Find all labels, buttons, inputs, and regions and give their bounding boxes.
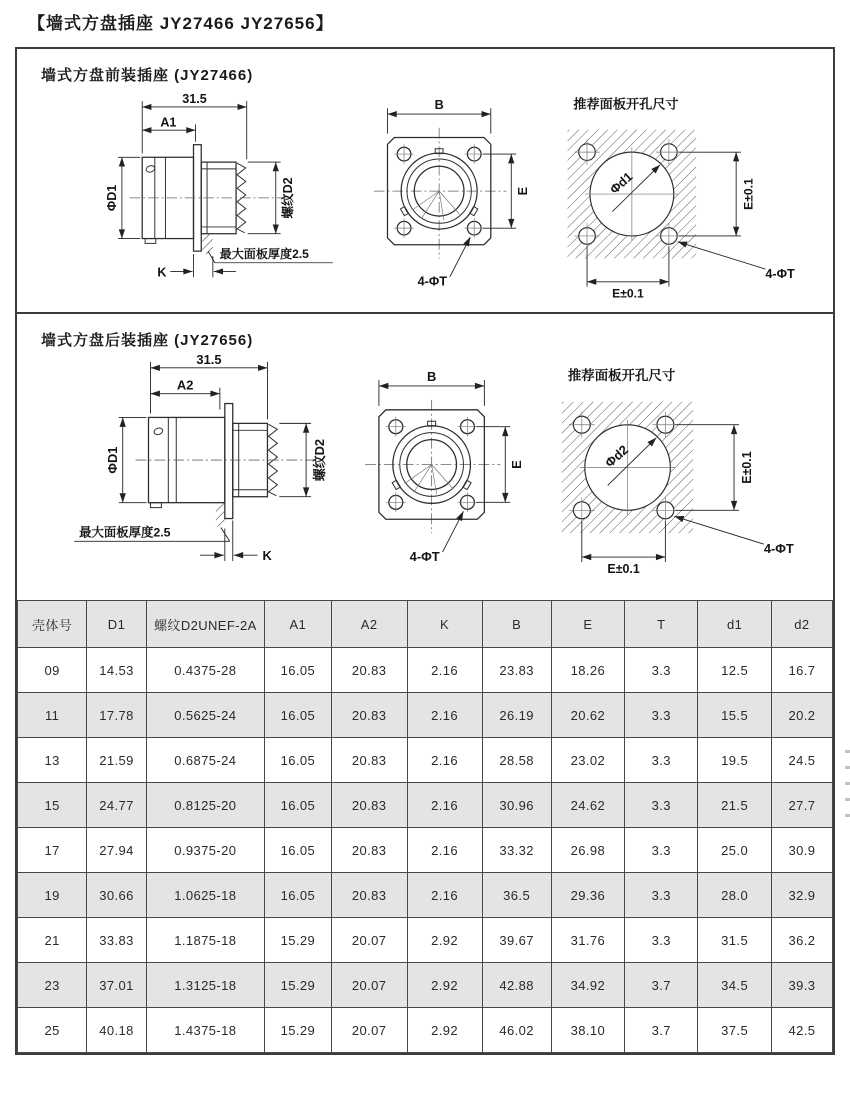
table-cell: 15.29 — [264, 963, 331, 1008]
table-cell: 28.0 — [698, 873, 771, 918]
table-cell: 39.67 — [482, 918, 551, 963]
table-cell: 27.94 — [87, 828, 146, 873]
table-cell: 2.16 — [407, 828, 482, 873]
table-cell: 20.62 — [551, 693, 624, 738]
holes-callout: 4-ΦT — [410, 549, 441, 565]
table-cell: 37.5 — [698, 1008, 771, 1053]
table-row — [18, 648, 833, 693]
table-cell: 15.29 — [264, 1008, 331, 1053]
table-cell: 2.16 — [407, 648, 482, 693]
table-cell: 20.07 — [331, 918, 407, 963]
table-row — [18, 918, 833, 963]
dim-b-label: B — [434, 98, 444, 113]
panel-cutout-drawing-front-mount — [550, 89, 833, 302]
holes-callout: 4-ΦT — [417, 274, 447, 289]
table-cell: 16.05 — [264, 738, 331, 783]
table-cell: 0.9375-20 — [146, 828, 264, 873]
page-title: 【墙式方盘插座 JY27466 JY27656】 — [28, 14, 334, 33]
table-cell: 0.4375-28 — [146, 648, 264, 693]
connector-side-outline — [148, 404, 277, 527]
cutout-title: 推荐面板开孔尺寸 — [573, 96, 679, 112]
table-cell: 3.3 — [625, 648, 698, 693]
table-cell: 2.16 — [407, 738, 482, 783]
flange-plate — [225, 404, 233, 519]
front-mount-drawings-row — [17, 87, 833, 312]
table-cell: 20.07 — [331, 963, 407, 1008]
dim-d1-label: ΦD1 — [104, 446, 120, 474]
table-cell: 36.5 — [482, 873, 551, 918]
front-view-drawing-front-mount — [368, 89, 543, 302]
table-header-row — [18, 601, 833, 648]
column-header: 壳体号 — [18, 601, 87, 648]
column-header: A1 — [264, 601, 331, 648]
table-cell: 3.3 — [625, 918, 698, 963]
table-cell: 23 — [18, 963, 87, 1008]
table-cell: 33.32 — [482, 828, 551, 873]
table-cell: 1.3125-18 — [146, 963, 264, 1008]
table-cell: 3.3 — [625, 828, 698, 873]
holes-callout: 4-ΦT — [765, 266, 796, 281]
table-cell: 0.8125-20 — [146, 783, 264, 828]
table-cell: 09 — [18, 648, 87, 693]
spec-table — [17, 600, 833, 1053]
table-cell: 3.7 — [625, 963, 698, 1008]
front-view-drawing-rear-mount — [359, 358, 538, 580]
column-header: E — [551, 601, 624, 648]
table-cell: 27.7 — [771, 783, 832, 828]
dimensions — [379, 369, 524, 564]
dimensions — [387, 98, 529, 288]
section-rear-mount — [17, 312, 833, 588]
dim-e-right-label: E±0.1 — [740, 451, 755, 484]
table-cell: 46.02 — [482, 1008, 551, 1053]
dim-k-label: K — [157, 265, 167, 280]
dim-e-label: E — [515, 186, 530, 196]
table-cell: 37.01 — [87, 963, 146, 1008]
table-cell: 16.05 — [264, 648, 331, 693]
table-cell: 21.59 — [87, 738, 146, 783]
column-header: K — [407, 601, 482, 648]
table-cell: 23.83 — [482, 648, 551, 693]
section-front-mount — [17, 49, 833, 312]
table-cell: 16.05 — [264, 873, 331, 918]
table-cell: 3.3 — [625, 738, 698, 783]
cutout-diameter-label: Φd1 — [607, 169, 636, 197]
table-cell: 20.83 — [331, 828, 407, 873]
side-view-drawing-rear-mount — [21, 352, 349, 580]
page-edge-artifact — [845, 737, 850, 819]
table-cell: 16.05 — [264, 693, 331, 738]
dim-e-label: E — [509, 460, 525, 469]
table-cell: 20.83 — [331, 738, 407, 783]
table-cell: 28.58 — [482, 738, 551, 783]
table-cell: 42.5 — [771, 1008, 832, 1053]
table-cell: 15 — [18, 783, 87, 828]
table-cell: 33.83 — [87, 918, 146, 963]
table-cell: 24.62 — [551, 783, 624, 828]
column-header: A2 — [331, 601, 407, 648]
table-row — [18, 738, 833, 783]
column-header: d1 — [698, 601, 771, 648]
table-cell: 2.92 — [407, 963, 482, 1008]
table-cell: 30.96 — [482, 783, 551, 828]
table-cell: 31.5 — [698, 918, 771, 963]
panel-cutout-drawing-rear-mount — [544, 358, 833, 580]
thread-d2-label: 螺纹D2 — [311, 438, 327, 482]
table-cell: 20.83 — [331, 873, 407, 918]
table-cell: 2.16 — [407, 783, 482, 828]
column-header: D1 — [87, 601, 146, 648]
thread-d2-label: 螺纹D2 — [281, 177, 296, 219]
table-cell: 19 — [18, 873, 87, 918]
table-cell: 24.77 — [87, 783, 146, 828]
table-cell: 36.2 — [771, 918, 832, 963]
cutout-holes — [575, 139, 682, 248]
table-cell: 0.5625-24 — [146, 693, 264, 738]
dimensions — [74, 352, 327, 563]
centerlines — [365, 400, 500, 533]
table-cell: 31.76 — [551, 918, 624, 963]
table-cell: 18.26 — [551, 648, 624, 693]
cutout-title: 推荐面板开孔尺寸 — [568, 367, 676, 383]
table-cell: 25.0 — [698, 828, 771, 873]
table-cell: 34.5 — [698, 963, 771, 1008]
table-cell: 16.7 — [771, 648, 832, 693]
table-cell: 2.16 — [407, 873, 482, 918]
dim-a2-label: A2 — [176, 377, 194, 393]
table-cell: 1.1875-18 — [146, 918, 264, 963]
table-cell: 30.66 — [87, 873, 146, 918]
table-cell: 17 — [18, 828, 87, 873]
table-cell: 15.5 — [698, 693, 771, 738]
table-row — [18, 693, 833, 738]
dim-a1-label: A1 — [160, 115, 177, 130]
max-panel-thickness-note: 最大面板厚度2.5 — [219, 246, 309, 261]
dim-e-bottom-label: E±0.1 — [607, 561, 641, 576]
table-cell: 13 — [18, 738, 87, 783]
column-header: T — [625, 601, 698, 648]
table-cell: 40.18 — [87, 1008, 146, 1053]
section-front-mount-title: 墙式方盘前装插座 (JY27466) — [41, 67, 254, 84]
table-cell: 20.83 — [331, 693, 407, 738]
table-cell: 3.3 — [625, 693, 698, 738]
dim-d1-label: ΦD1 — [105, 184, 120, 212]
table-cell: 20.83 — [331, 648, 407, 693]
table-row — [18, 828, 833, 873]
dim-b-label: B — [427, 368, 437, 384]
panel-hatch — [216, 503, 225, 527]
table-cell: 25 — [18, 1008, 87, 1053]
centerlines — [374, 128, 507, 259]
table-row — [18, 783, 833, 828]
table-cell: 26.98 — [551, 828, 624, 873]
table-cell: 21.5 — [698, 783, 771, 828]
cutout-holes — [569, 412, 678, 523]
dimensions — [105, 92, 333, 279]
table-cell: 17.78 — [87, 693, 146, 738]
table-cell: 34.92 — [551, 963, 624, 1008]
table-cell: 19.5 — [698, 738, 771, 783]
table-cell: 32.9 — [771, 873, 832, 918]
table-cell: 12.5 — [698, 648, 771, 693]
table-row — [18, 1008, 833, 1053]
table-cell: 11 — [18, 693, 87, 738]
table-cell: 3.7 — [625, 1008, 698, 1053]
column-header: d2 — [771, 601, 832, 648]
table-cell: 26.19 — [482, 693, 551, 738]
table-cell: 20.07 — [331, 1008, 407, 1053]
table-cell: 0.6875-24 — [146, 738, 264, 783]
table-cell: 30.9 — [771, 828, 832, 873]
holes-callout: 4-ΦT — [764, 541, 795, 557]
table-cell: 3.3 — [625, 873, 698, 918]
dim-e-bottom-label: E±0.1 — [612, 286, 645, 301]
side-view-drawing-front-mount — [89, 89, 360, 302]
table-row — [18, 963, 833, 1008]
table-cell: 24.5 — [771, 738, 832, 783]
table-cell: 39.3 — [771, 963, 832, 1008]
section-rear-mount-title: 墙式方盘后装插座 (JY27656) — [41, 332, 254, 349]
table-cell: 14.53 — [87, 648, 146, 693]
table-cell: 1.4375-18 — [146, 1008, 264, 1053]
table-cell: 42.88 — [482, 963, 551, 1008]
connector-side-outline — [142, 145, 246, 254]
table-cell: 23.02 — [551, 738, 624, 783]
table-cell: 16.05 — [264, 828, 331, 873]
table-cell: 16.05 — [264, 783, 331, 828]
table-cell: 2.16 — [407, 693, 482, 738]
panel-hatch — [202, 234, 213, 254]
table-cell: 2.92 — [407, 1008, 482, 1053]
max-panel-thickness-note: 最大面板厚度2.5 — [79, 525, 171, 540]
table-cell: 3.3 — [625, 783, 698, 828]
table-row — [18, 873, 833, 918]
dim-e-right-label: E±0.1 — [742, 178, 757, 210]
spec-table-body — [18, 648, 833, 1053]
table-cell: 21 — [18, 918, 87, 963]
table-cell: 2.92 — [407, 918, 482, 963]
dim-total-label: 31.5 — [182, 92, 207, 107]
table-cell: 20.83 — [331, 783, 407, 828]
table-cell: 38.10 — [551, 1008, 624, 1053]
column-header: 螺纹D2UNEF-2A — [146, 601, 264, 648]
table-cell: 29.36 — [551, 873, 624, 918]
cutout-diameter-label: Φd2 — [602, 442, 632, 471]
table-cell: 20.2 — [771, 693, 832, 738]
dim-k-label: K — [262, 548, 272, 564]
dim-total-label: 31.5 — [196, 352, 222, 367]
column-header: B — [482, 601, 551, 648]
table-cell: 15.29 — [264, 918, 331, 963]
rear-mount-drawings-row — [17, 352, 833, 588]
table-cell: 1.0625-18 — [146, 873, 264, 918]
content-frame — [15, 47, 835, 1055]
